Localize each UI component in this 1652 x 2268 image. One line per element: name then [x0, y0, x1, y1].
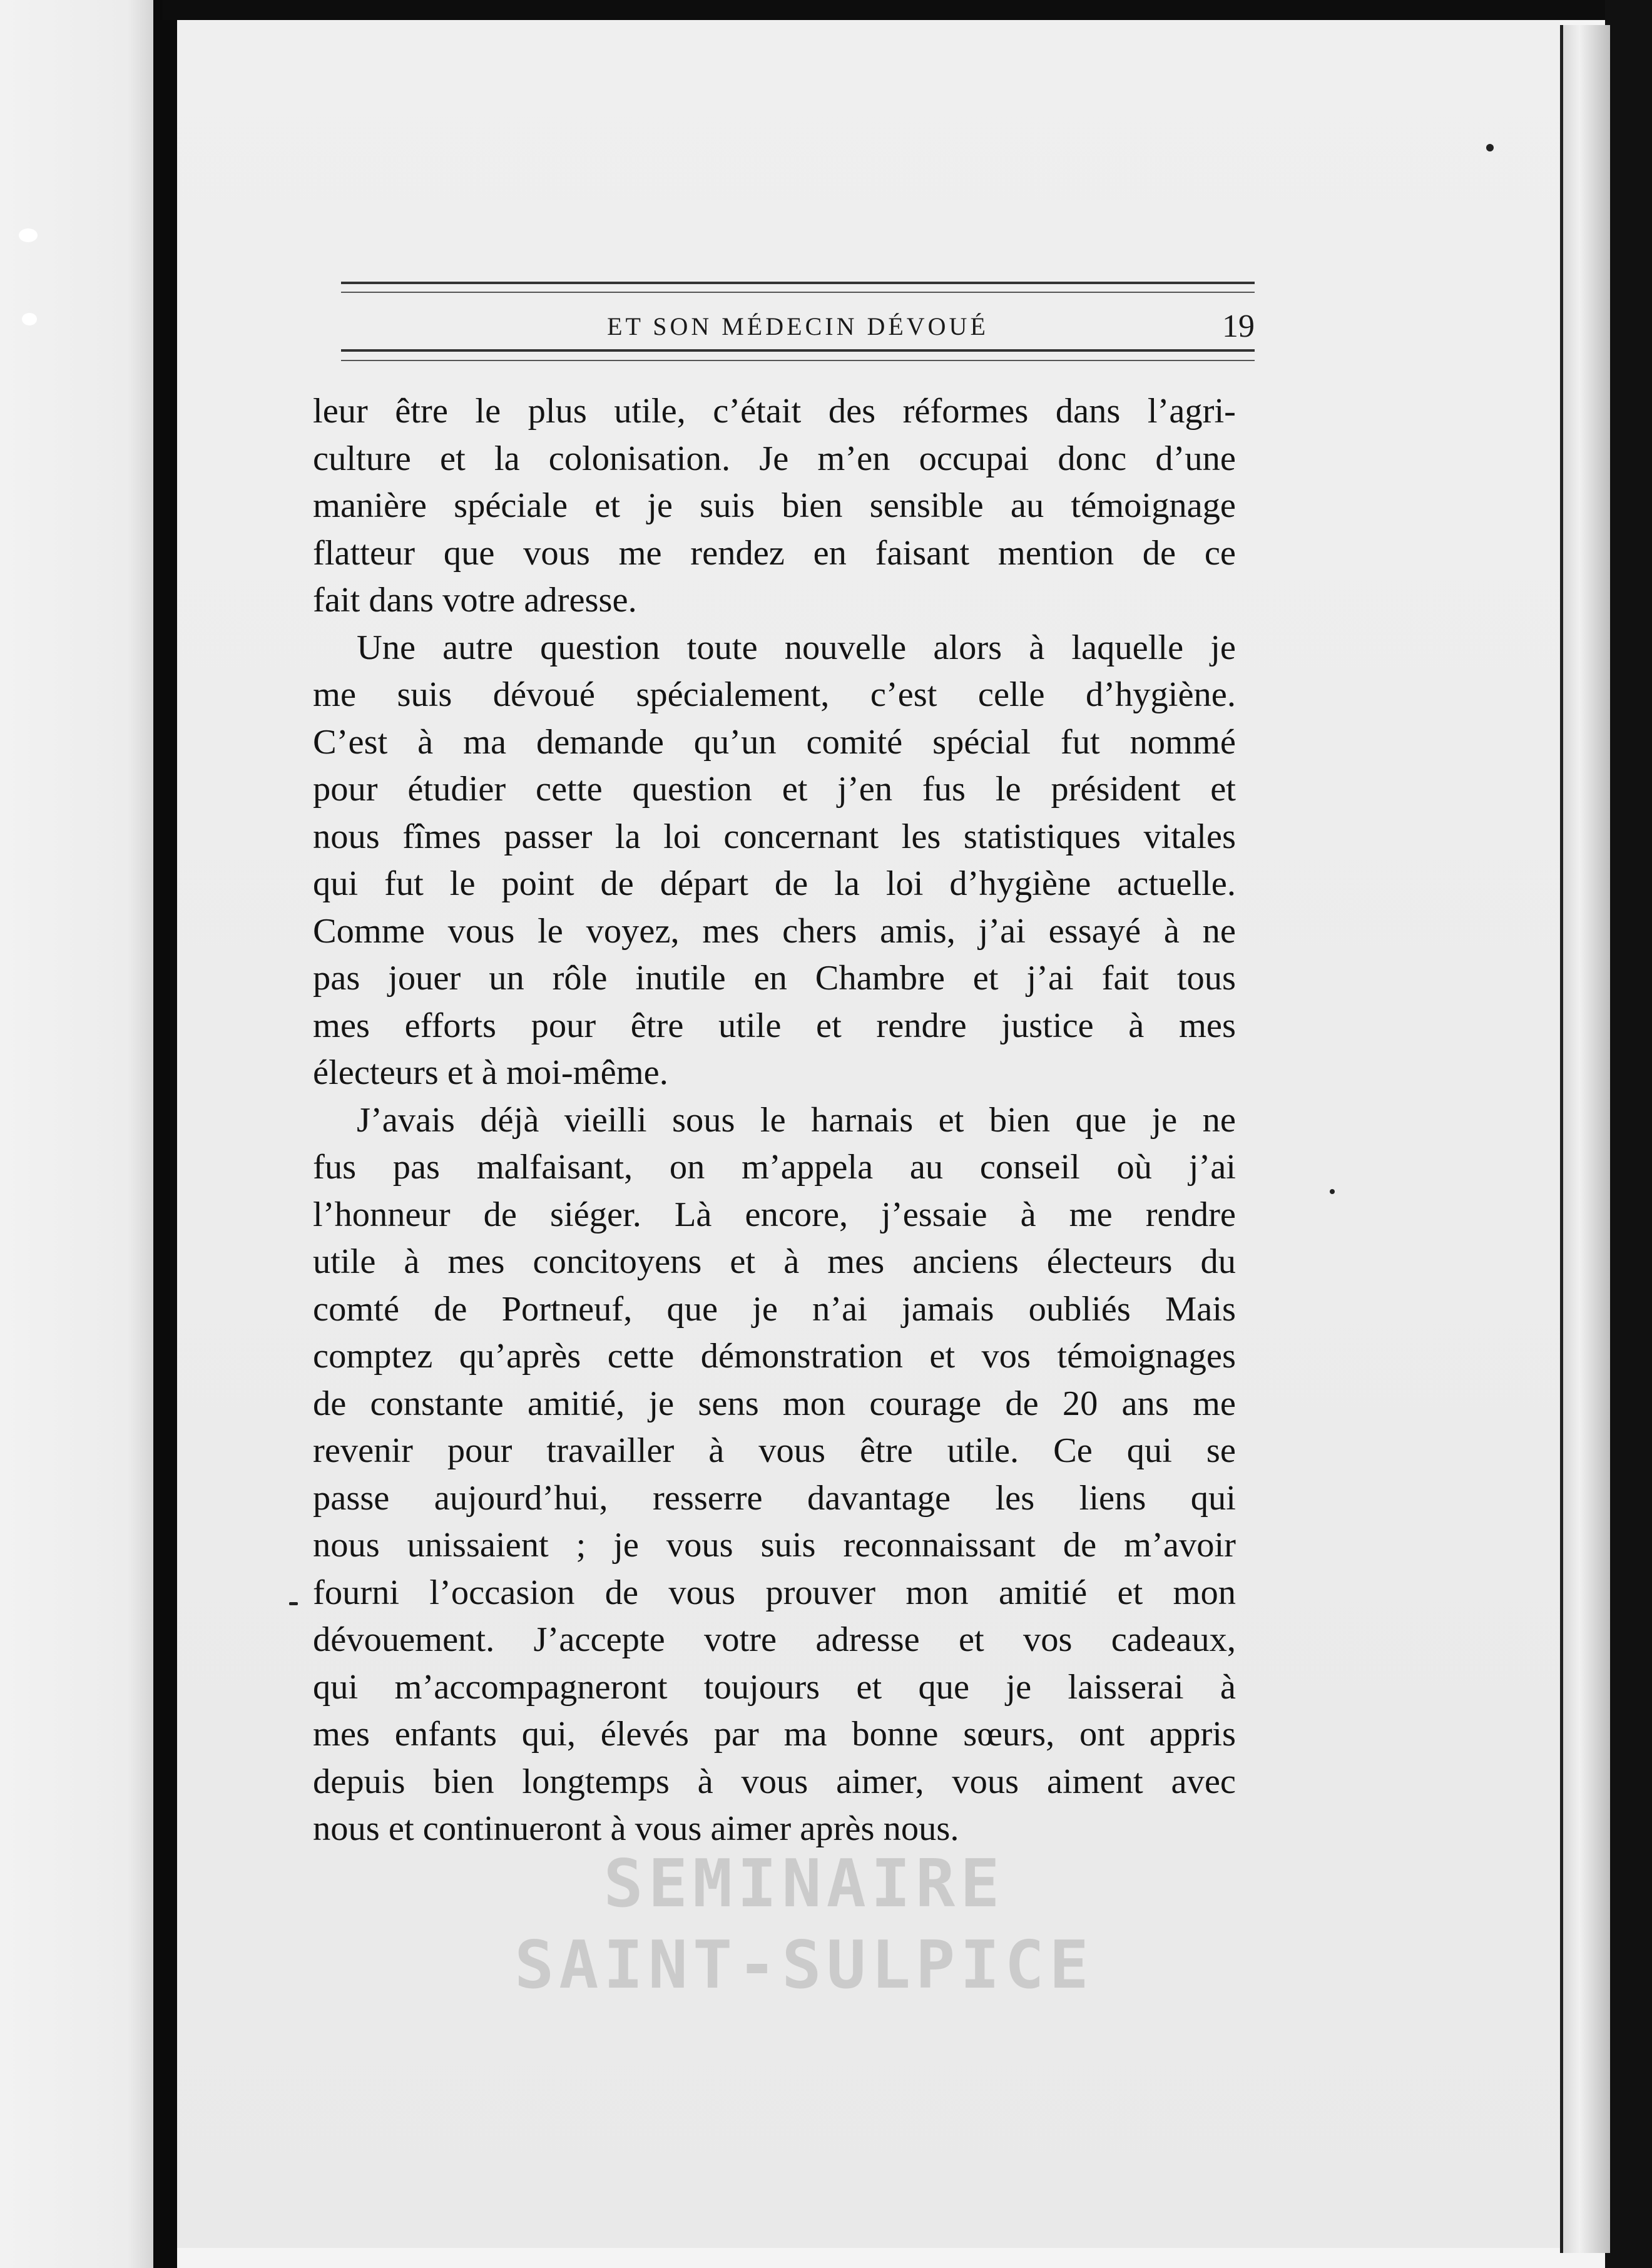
stamp-line-1: SEMINAIRE	[603, 1846, 1005, 1922]
header-rule-bottom	[341, 349, 1255, 352]
text-line: utile à mes concitoyens et à mes anciens électeurs du	[313, 1242, 1236, 1281]
text-line: nous fîmes passer la loi concernant les statistiques vitales	[313, 817, 1236, 856]
facing-page-edge	[0, 0, 160, 2268]
text-line: C’est à ma demande qu’un comité spécial fut nommé	[313, 722, 1236, 762]
dust-speck	[1330, 1189, 1335, 1194]
text-line: revenir pour travailler à vous être utile. Ce qui se	[313, 1431, 1236, 1470]
right-border-shadow	[1605, 0, 1652, 2268]
stamp-line-2: SAINT-SULPICE	[514, 1927, 1094, 2003]
dust-speck	[289, 1602, 298, 1605]
dust-speck	[1486, 144, 1494, 151]
text-line: de constante amitié, je sens mon courage de 20 ans me	[313, 1384, 1236, 1423]
text-line: nous et continueront à vous aimer après nous.	[313, 1809, 959, 1848]
page-fore-edge	[1560, 25, 1610, 2253]
body-text	[313, 388, 1236, 1853]
text-line: culture et la colonisation. Je m’en occupai donc d’une	[313, 439, 1236, 478]
perforated-library-stamp	[513, 1843, 1095, 2018]
running-header	[341, 309, 1255, 349]
text-line: leur être le plus utile, c’était des réformes dans l’agri-	[313, 392, 1236, 431]
text-line: qui m’accompagneront toujours et que je laisserai à	[313, 1667, 1236, 1707]
book-spine-shadow	[153, 0, 177, 2268]
text-line: nous unissaient ; je vous suis reconnaissant de m’avoir	[313, 1526, 1236, 1565]
paper-fleck	[22, 313, 37, 325]
page-number: 19	[1222, 309, 1255, 344]
text-line: électeurs et à moi-même.	[313, 1053, 668, 1092]
text-line: mes enfants qui, élevés par ma bonne sœurs, ont appris	[313, 1715, 1236, 1754]
text-line: fourni l’occasion de vous prouver mon amitié et mon	[313, 1573, 1236, 1612]
text-line: fait dans votre adresse.	[313, 581, 637, 620]
text-line: manière spéciale et je suis bien sensible au témoignage	[313, 486, 1236, 525]
text-line: qui fut le point de départ de la loi d’hygiène actuelle.	[313, 864, 1236, 903]
text-line: Comme vous le voyez, mes chers amis, j’ai essayé à ne	[313, 911, 1236, 951]
running-title: ET SON MÉDECIN DÉVOUÉ	[607, 312, 989, 340]
text-line: pour étudier cette question et j’en fus le président et	[313, 770, 1236, 809]
text-line: l’honneur de siéger. Là encore, j’essaie à me rendre	[313, 1195, 1236, 1234]
top-border-shadow	[163, 0, 1652, 20]
text-line: passe aujourd’hui, resserre davantage les liens qui	[313, 1478, 1236, 1518]
text-line: mes efforts pour être utile et rendre justice à mes	[313, 1006, 1236, 1045]
text-line: Une autre question toute nouvelle alors à laquelle je	[357, 628, 1236, 667]
header-rule-top	[341, 282, 1255, 284]
header-rule-top-thin	[341, 292, 1255, 293]
paper-fleck	[19, 228, 38, 242]
text-line: comté de Portneuf, que je n’ai jamais oubliés Mais	[313, 1289, 1236, 1329]
text-line: pas jouer un rôle inutile en Chambre et j’ai fait tous	[313, 959, 1236, 998]
text-line: J’avais déjà vieilli sous le harnais et bien que je ne	[357, 1100, 1236, 1140]
text-line: comptez qu’après cette démonstration et vos témoignages	[313, 1337, 1236, 1376]
text-line: depuis bien longtemps à vous aimer, vous aiment avec	[313, 1762, 1236, 1801]
text-line: dévouement. J’accepte votre adresse et vos cadeaux,	[313, 1620, 1236, 1659]
text-line: fus pas malfaisant, on m’appela au conseil où j’ai	[313, 1148, 1236, 1187]
header-rule-bottom-thin	[341, 360, 1255, 361]
text-line: flatteur que vous me rendez en faisant mention de ce	[313, 533, 1236, 573]
text-line: me suis dévoué spécialement, c’est celle d’hygiène.	[313, 675, 1236, 714]
